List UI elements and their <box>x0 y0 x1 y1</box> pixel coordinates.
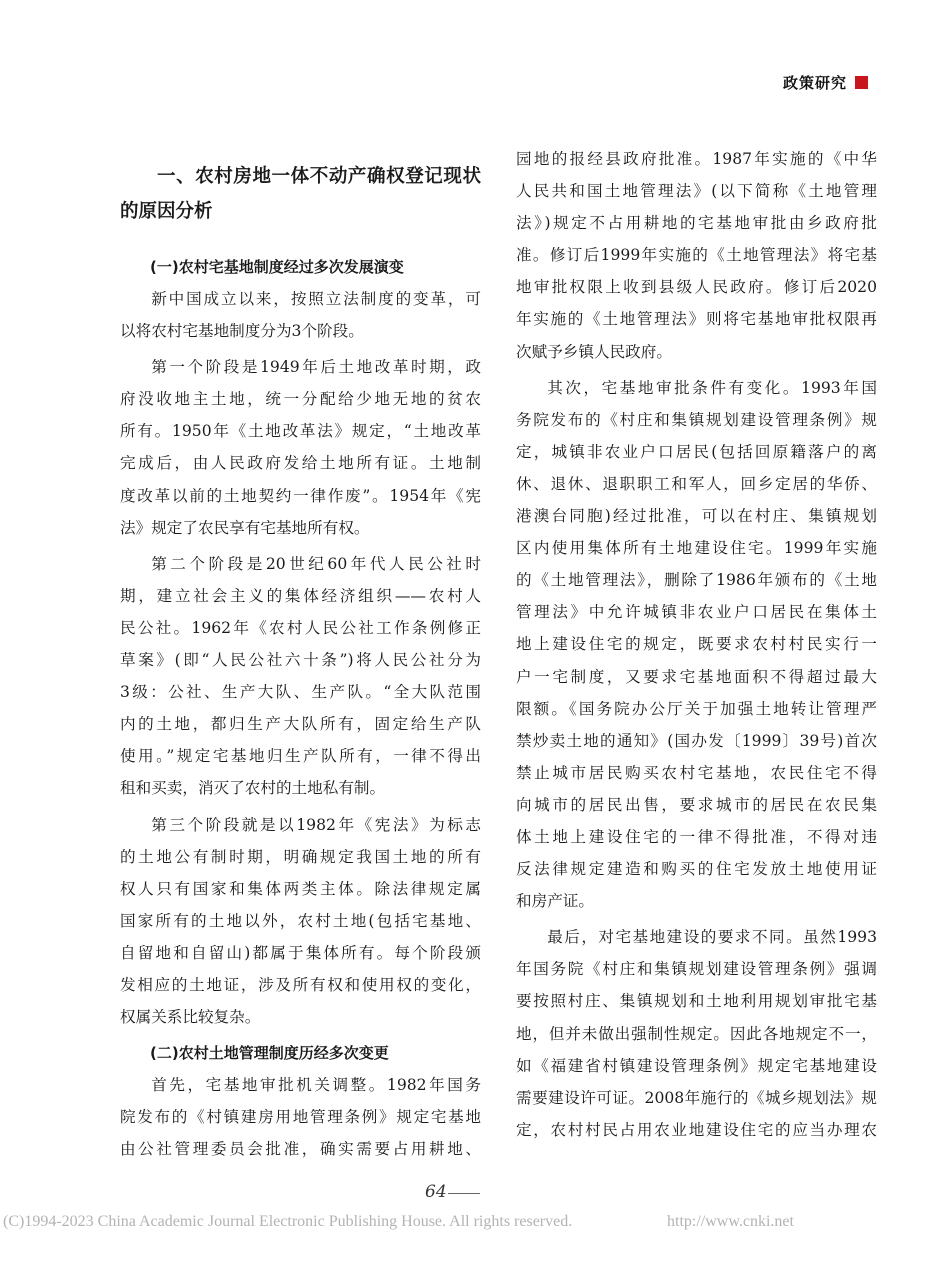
text-line: 以将农村宅基地制度分为3个阶段。 <box>120 322 364 341</box>
paragraph <box>120 548 481 805</box>
text-line: 由公社管理委员会批准，确实需要占用耕地、 <box>120 1140 481 1159</box>
text-line: 草案》(即“人民公社六十条”)将人民公社分为 <box>120 651 481 670</box>
text-line: 院发布的《村镇建房用地管理条例》规定宅基地 <box>120 1108 481 1127</box>
text-line: 内的土地，都归生产大队所有，固定给生产队 <box>120 715 481 734</box>
text-line: 管理法》中允许城镇非农业户口居民在集体土 <box>516 603 877 622</box>
paragraph <box>516 921 877 1146</box>
text-line: 度改革以前的土地契约一律作废”。1954年《宪 <box>120 486 481 505</box>
section-label: 政策研究 <box>782 74 847 92</box>
text-line: 禁炒卖土地的通知》(国办发〔1999〕39号)首次 <box>516 731 877 750</box>
text-line: 休、退休、退职职工和军人，回乡定居的华侨、 <box>516 474 877 493</box>
paragraph <box>516 372 877 918</box>
text-line: 户一宅制度，又要求宅基地面积不得超过最大 <box>516 667 877 686</box>
text-line: 地上建设住宅的规定，既要求农村村民实行一 <box>516 635 877 654</box>
text-line: 3级：公社、生产大队、生产队。“全大队范围 <box>120 683 481 702</box>
text-line: 年国务院《村庄和集镇规划建设管理条例》强调 <box>516 960 877 979</box>
text-line: 准。修订后1999年实施的《土地管理法》将宅基 <box>516 246 877 265</box>
text-line: 自留地和自留山)都属于集体所有。每个阶段颁 <box>120 943 481 962</box>
text-line: 府没收地主土地，统一分配给少地无地的贫农 <box>120 390 481 409</box>
right-column <box>516 143 877 1150</box>
text-line: 如《福建省村镇建设管理条例》规定宅基地建设 <box>516 1056 877 1075</box>
page-number-dash <box>448 1193 480 1194</box>
text-line: 限额。《国务院办公厅关于加强土地转让管理严 <box>516 699 877 718</box>
text-line: 和房产证。 <box>516 892 594 911</box>
copyright-text: (C)1994-2023 China Academic Journal Electronic Publishing House. All rights reserved. <box>3 1213 573 1230</box>
text-line: 完成后，由人民政府发给土地所有证。土地制 <box>120 454 481 473</box>
text-line: 其次，宅基地审批条件有变化。1993年国 <box>547 378 877 397</box>
paragraph <box>120 809 481 1034</box>
text-line: 发相应的土地证，涉及所有权和使用权的变化， <box>120 975 481 994</box>
left-column <box>120 143 481 1169</box>
text-line: 定，农村村民占用农业地建设住宅的应当办理农 <box>516 1120 877 1139</box>
paragraph <box>120 351 481 544</box>
cnki-link[interactable]: http://www.cnki.net <box>667 1213 794 1230</box>
text-line: 务院发布的《村庄和集镇规划建设管理条例》规 <box>516 410 877 429</box>
text-line: 第一个阶段是1949年后土地改革时期，政 <box>151 358 481 377</box>
text-line: 区内使用集体所有土地建设住宅。1999年实施 <box>516 539 877 558</box>
text-line: 所有。1950年《土地改革法》规定，“土地改革 <box>120 422 481 441</box>
text-line: 的《土地管理法》，删除了1986年颁布的《土地 <box>516 571 877 590</box>
text-line: 园地的报经县政府批准。1987年实施的《中华 <box>516 150 877 168</box>
text-line: 首先，宅基地审批机关调整。1982年国务 <box>151 1076 481 1095</box>
text-line: 的土地公有制时期，明确规定我国土地的所有 <box>120 847 481 866</box>
subheading-homestead-evolution: (一)农村宅基地制度经过多次发展演变 <box>150 258 404 276</box>
text-line: 期，建立社会主义的集体经济组织——农村人 <box>120 586 481 605</box>
section-marker-square <box>855 76 868 89</box>
text-line: 次赋予乡镇人民政府。 <box>516 342 672 361</box>
text-line: 要按照村庄、集镇规划和土地利用规划审批宅基 <box>516 992 877 1011</box>
paragraph <box>120 283 481 347</box>
text-line: 港澳台同胞)经过批准，可以在村庄、集镇规划 <box>516 507 877 526</box>
text-line: 第二个阶段是20世纪60年代人民公社时 <box>151 554 481 573</box>
text-line: 地，但并未做出强制性规定。因此各地规定不一， <box>516 1024 877 1043</box>
text-line: 民公社。1962年《农村人民公社工作条例修正 <box>120 618 481 637</box>
text-line: 体土地上建设住宅的一律不得批准，不得对违 <box>516 827 877 846</box>
text-line: 使用。”规定宅基地归生产队所有，一律不得出 <box>120 747 481 766</box>
text-line: 禁止城市居民购买农村宅基地，农民住宅不得 <box>516 763 877 782</box>
text-line: 租和买卖，消灭了农村的土地私有制。 <box>120 779 386 798</box>
text-line: 需要建设许可证。2008年施行的《城乡规划法》规 <box>516 1088 877 1107</box>
text-line: 人民共和国土地管理法》(以下简称《土地管理 <box>516 182 877 201</box>
text-line: 地审批权限上收到县级人民政府。修订后2020 <box>516 278 877 297</box>
text-line: 年实施的《土地管理法》则将宅基地审批权限再 <box>516 310 877 329</box>
page-number: 64 <box>425 1182 447 1202</box>
text-line: 第三个阶段就是以1982年《宪法》为标志 <box>151 815 481 834</box>
text-line: 最后，对宅基地建设的要求不同。虽然1993 <box>547 928 877 947</box>
paragraph <box>516 143 877 368</box>
subheading-land-management-changes: (二)农村土地管理制度历经多次变更 <box>150 1044 389 1063</box>
paragraph <box>120 1069 481 1165</box>
section-heading: 一、农村房地一体不动产确权登记现状的原因分析 <box>120 166 481 222</box>
text-line: 向城市的居民出售，要求城市的居民在农民集 <box>516 795 877 814</box>
text-line: 新中国成立以来，按照立法制度的变革，可 <box>151 290 481 308</box>
text-line: 权属关系比较复杂。 <box>120 1008 261 1027</box>
text-line: 权人只有国家和集体两类主体。除法律规定属 <box>120 879 481 898</box>
section-header <box>783 72 868 93</box>
text-line: 定，城镇非农业户口居民(包括回原籍落户的离 <box>516 442 877 461</box>
text-line: 法》规定了农民享有宅基地所有权。 <box>120 518 370 537</box>
text-line: 法》)规定不占用耕地的宅基地审批由乡政府批 <box>516 214 877 233</box>
text-line: 反法律规定建造和购买的住宅发放土地使用证 <box>516 860 877 879</box>
text-line: 国家所有的土地以外，农村土地(包括宅基地、 <box>120 911 481 930</box>
